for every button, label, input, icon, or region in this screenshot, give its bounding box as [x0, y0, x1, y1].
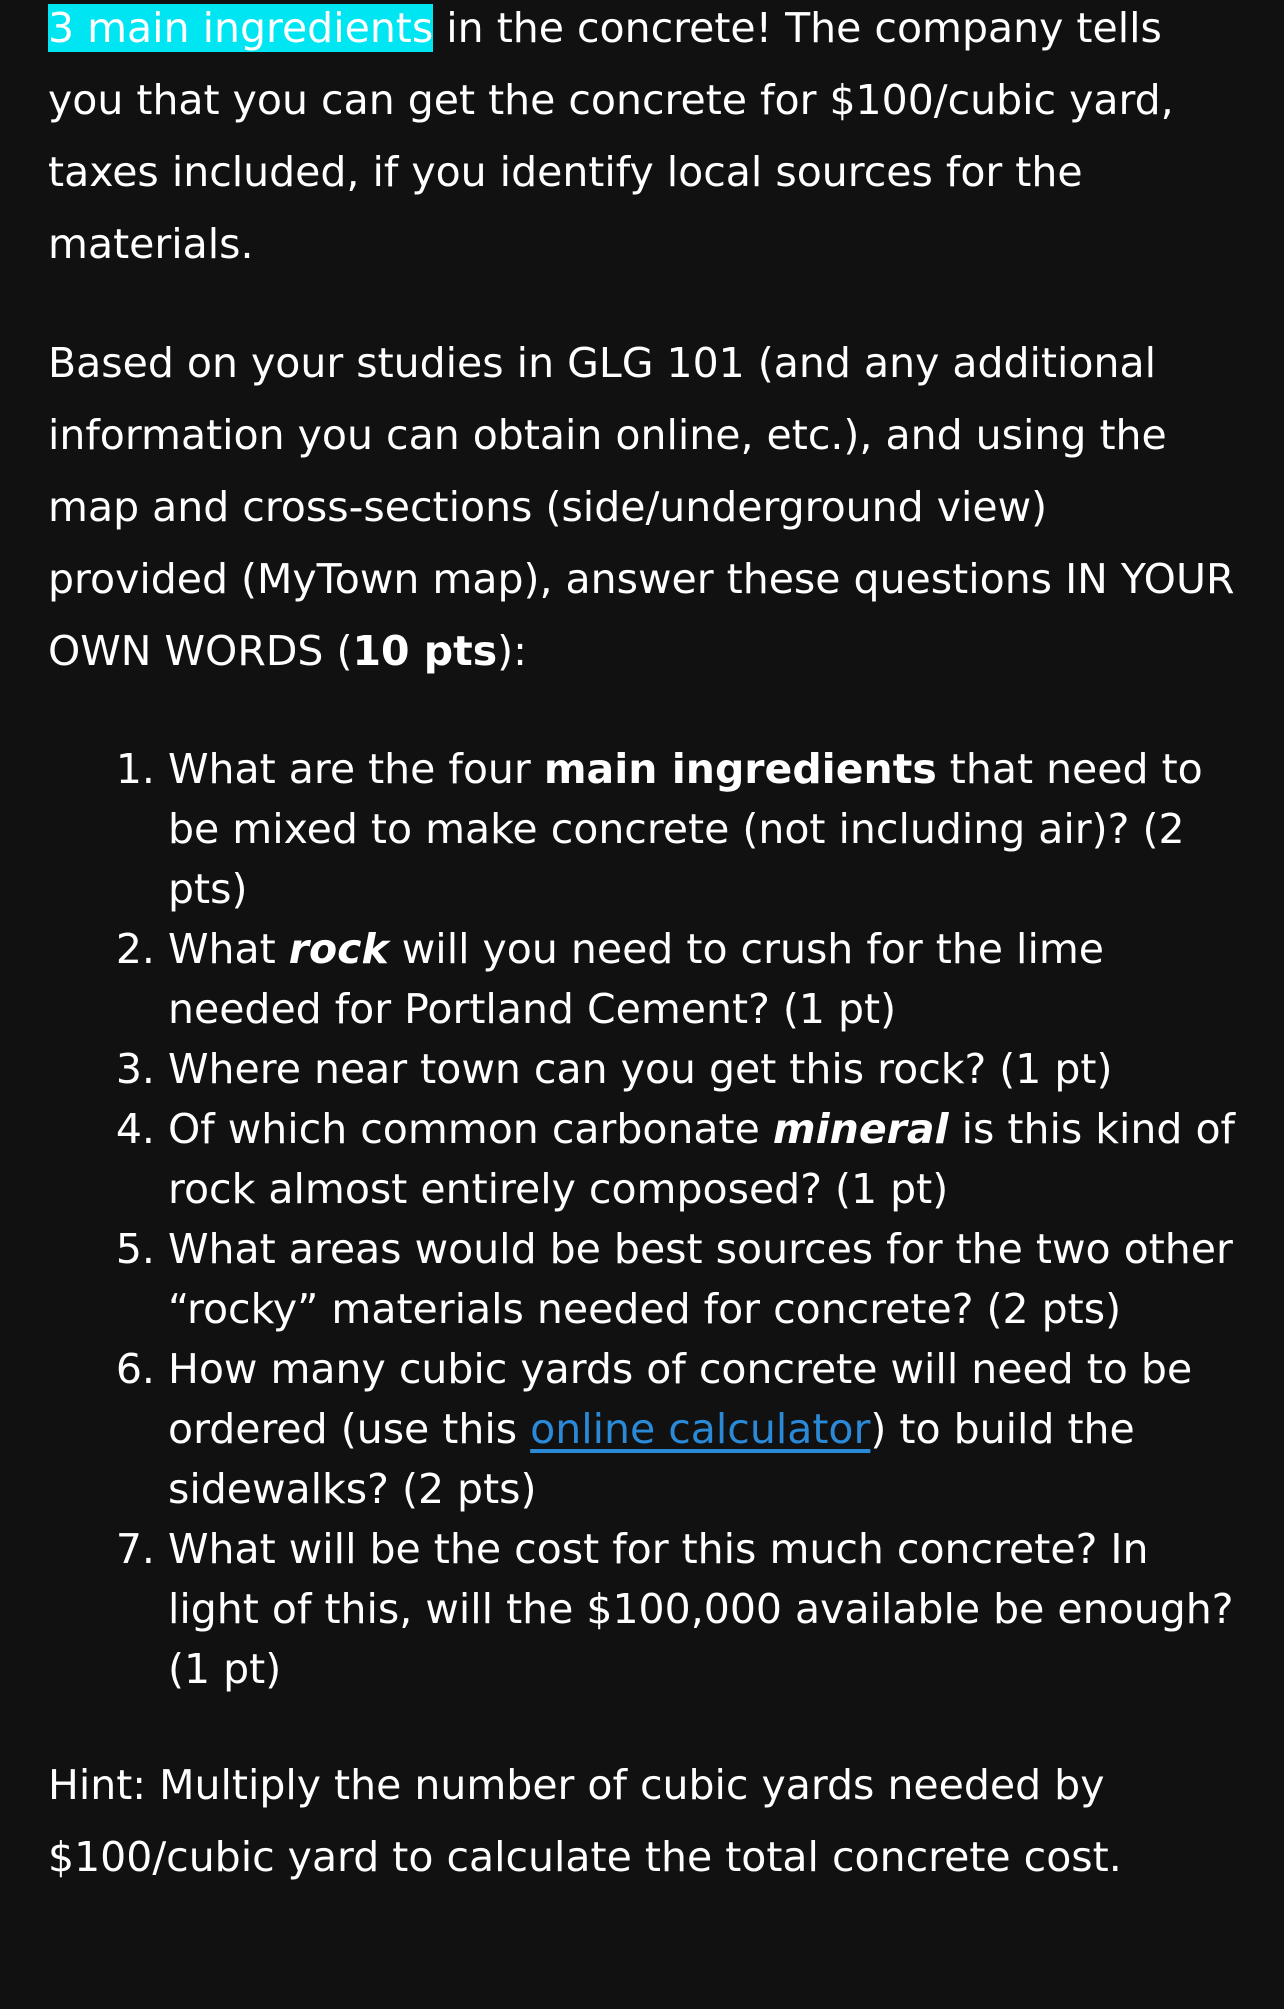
question-5 [168, 1219, 1236, 1339]
question-4 [168, 1099, 1236, 1219]
question-text: Where near town can you get this rock? (1 pt) [168, 1045, 1113, 1093]
question-text: Of which common carbonate [168, 1105, 773, 1153]
question-list [48, 739, 1236, 1699]
question-text: What will be the cost for this much concrete? In light of this, will the $100,000 available be enough? (1 pt) [168, 1525, 1234, 1693]
hint-paragraph: Hint: Multiply the number of cubic yards needed by $100/cubic yard to calculate the total concrete cost. [48, 1761, 1122, 1881]
online-calculator-link[interactable]: online calculator [530, 1405, 871, 1453]
question-text: What [168, 925, 289, 973]
intro-paragraph [48, 0, 1236, 280]
highlighted-text[interactable]: 3 main ingredients [48, 4, 434, 52]
question-text: What are the four [168, 745, 544, 793]
question-3 [168, 1039, 1236, 1099]
question-7 [168, 1519, 1236, 1699]
question-text: What areas would be best sources for the two other “rocky” materials needed for concrete? (2 pts) [168, 1225, 1233, 1333]
points-total: 10 pts [352, 627, 498, 675]
question-text: How many cubic yards of concrete will need to be ordered (use this [168, 1345, 1193, 1453]
question-emphasis: main ingredients [543, 745, 937, 793]
question-emphasis: mineral [772, 1105, 949, 1153]
question-2 [168, 919, 1236, 1039]
question-emphasis: rock [288, 925, 389, 973]
question-text: is this kind of rock almost entirely composed? (1 pt) [168, 1105, 1235, 1213]
question-text: that need to be mixed to make concrete (not including air)? (2 pts) [168, 745, 1203, 913]
instructions-text: Based on your studies in GLG 101 (and any additional information you can obtain online, etc.), and using the map and cross-sections (side/underground view) provided (MyTown map), answer these questions IN YOUR OWN WORDS ( [48, 339, 1235, 675]
instructions-paragraph [48, 327, 1236, 687]
instructions-suffix: ): [497, 627, 527, 675]
question-text: ) to build the sidewalks? (2 pts) [168, 1405, 1135, 1513]
question-1 [168, 739, 1236, 919]
intro-text: in the concrete! The company tells you that you can get the concrete for $100/cubic yard, taxes included, if you identify local sources for the materials. [48, 4, 1174, 268]
question-6 [168, 1339, 1236, 1519]
question-text: will you need to crush for the lime needed for Portland Cement? (1 pt) [168, 925, 1104, 1033]
